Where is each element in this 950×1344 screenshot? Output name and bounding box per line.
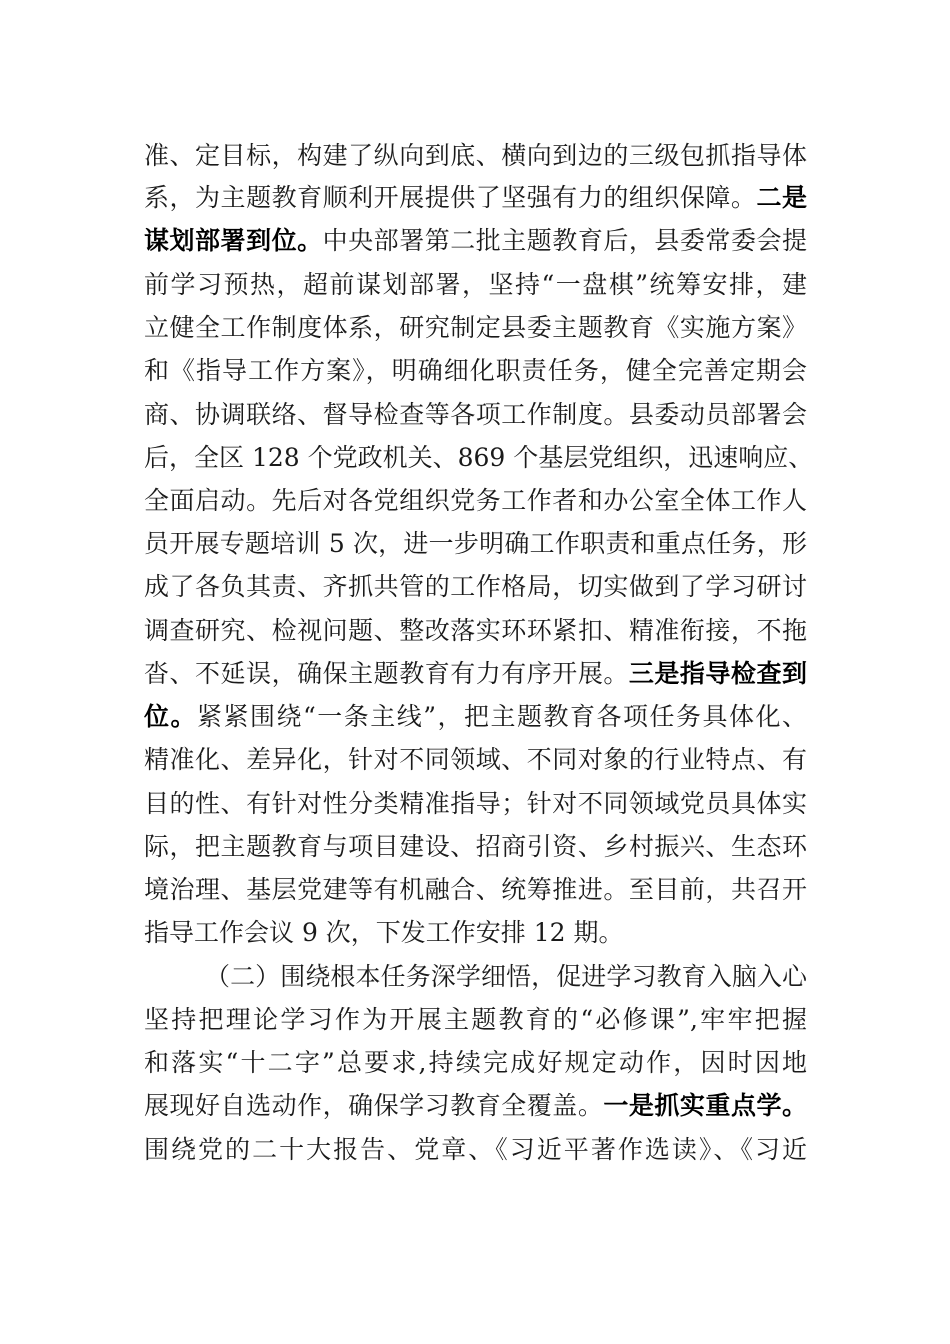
text-segment: 立健全工作制度体系，研究制定县委主题教育《实施方案》 bbox=[144, 313, 807, 342]
section-heading-line bbox=[205, 957, 807, 997]
text-line bbox=[144, 870, 807, 910]
text-segment: 际，把主题教育与项目建设、招商引资、乡村振兴、生态环 bbox=[144, 832, 807, 861]
text-segment: 沓、不延误，确保主题教育有力有序开展。 bbox=[144, 659, 629, 688]
text-line bbox=[144, 827, 807, 867]
text-line bbox=[144, 265, 807, 305]
text-segment: 前学习预热，超前谋划部署，坚持“一盘棋”统筹安排，建 bbox=[144, 270, 807, 299]
text-segment: 指导工作会议 9 次，下发工作安排 12 期。 bbox=[144, 918, 624, 947]
text-segment: 中央部署第二批主题教育后，县委常委会提 bbox=[322, 226, 807, 255]
text-segment: 和《指导工作方案》，明确细化职责任务，健全完善定期会 bbox=[144, 356, 807, 385]
text-segment: 坚持把理论学习作为开展主题教育的“必修课”,牢牢把握 bbox=[144, 1005, 807, 1034]
text-segment: 后，全区 128 个党政机关、869 个基层党组织，迅速响应、 bbox=[144, 443, 814, 472]
text-segment: 全面启动。先后对各党组织党务工作者和办公室全体工作人 bbox=[144, 486, 807, 515]
text-segment: 目的性、有针对性分类精准指导；针对不同领域党员具体实 bbox=[144, 789, 807, 818]
text-line bbox=[144, 1043, 807, 1083]
text-line bbox=[144, 351, 807, 391]
text-segment: 境治理、基层党建等有机融合、统筹推进。至目前，共召开 bbox=[144, 875, 807, 904]
text-line bbox=[144, 1000, 807, 1040]
text-line bbox=[144, 784, 807, 824]
text-line bbox=[144, 308, 807, 348]
text-segment: 员开展专题培训 5 次，进一步明确工作职责和重点任务，形 bbox=[144, 529, 807, 558]
text-segment: 紧紧围绕“一条主线”，把主题教育各项任务具体化、 bbox=[197, 702, 807, 731]
text-line bbox=[144, 611, 807, 651]
text-line-paragraph-end bbox=[144, 913, 807, 953]
text-line bbox=[144, 1086, 807, 1126]
bold-heading-segment: 位。 bbox=[144, 702, 197, 731]
text-segment: 准、定目标，构建了纵向到底、横向到边的三级包抓指导体 bbox=[144, 141, 807, 170]
text-line bbox=[144, 740, 807, 780]
text-line bbox=[144, 481, 807, 521]
text-line bbox=[144, 395, 807, 435]
text-segment: 和落实“十二字”总要求,持续完成好规定动作，因时因地 bbox=[144, 1048, 807, 1077]
bold-heading-segment: 谋划部署到位。 bbox=[144, 226, 323, 255]
text-line bbox=[144, 438, 814, 478]
text-segment: 成了各负其责、齐抓共管的工作格局，切实做到了学习研讨 bbox=[144, 572, 807, 601]
text-line bbox=[144, 567, 807, 607]
text-segment: 围绕党的二十大报告、党章、《习近平著作选读》、《习近 bbox=[144, 1135, 807, 1164]
text-line bbox=[144, 524, 807, 564]
text-line bbox=[144, 654, 807, 694]
text-segment: 系，为主题教育顺利开展提供了坚强有力的组织保障。 bbox=[144, 183, 757, 212]
text-segment: 商、协调联络、督导检查等各项工作制度。县委动员部署会 bbox=[144, 400, 807, 429]
text-line bbox=[144, 178, 807, 218]
bold-heading-segment: 三是指导检查到 bbox=[628, 659, 807, 688]
text-line bbox=[144, 136, 807, 176]
text-segment: 精准化、差异化，针对不同领域、不同对象的行业特点、有 bbox=[144, 745, 807, 774]
text-segment: 调查研究、检视问题、整改落实环环紧扣、精准衔接，不拖 bbox=[144, 616, 807, 645]
text-segment: 展现好自选动作，确保学习教育全覆盖。 bbox=[144, 1091, 604, 1120]
bold-heading-segment: 二是 bbox=[756, 183, 807, 212]
text-line bbox=[144, 221, 807, 261]
bold-heading-segment: 一是抓实重点学。 bbox=[603, 1091, 807, 1120]
section-heading: （二）围绕根本任务深学细悟，促进学习教育入脑入心 bbox=[205, 962, 807, 991]
text-line bbox=[144, 697, 807, 737]
text-line bbox=[144, 1130, 807, 1170]
